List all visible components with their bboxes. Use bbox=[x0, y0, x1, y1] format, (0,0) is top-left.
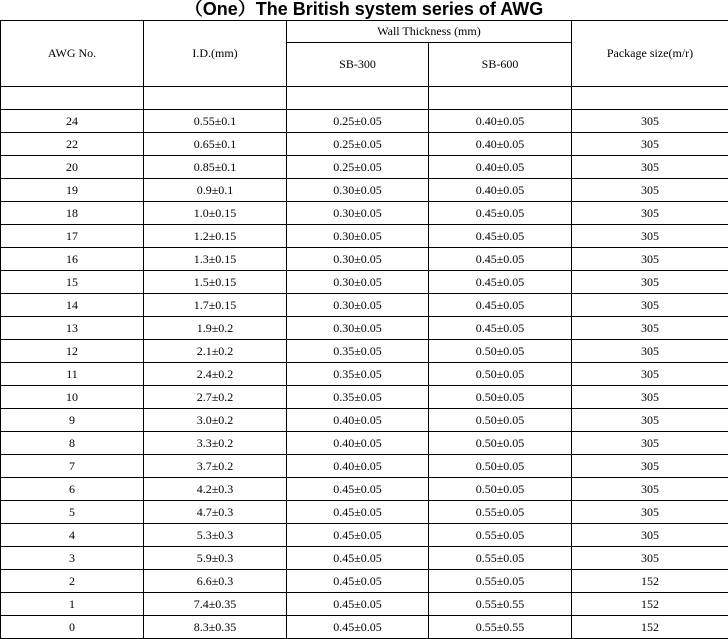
table-body bbox=[1, 87, 728, 639]
table-row bbox=[1, 271, 728, 294]
id-cell: 0.65±0.1 bbox=[144, 133, 287, 156]
table-row bbox=[1, 593, 728, 616]
package-size-cell: 305 bbox=[572, 501, 728, 524]
package-size-cell: 305 bbox=[572, 202, 728, 225]
package-size-cell: 305 bbox=[572, 317, 728, 340]
package-size-cell: 305 bbox=[572, 386, 728, 409]
table-row bbox=[1, 225, 728, 248]
sb-600-cell: 0.40±0.05 bbox=[429, 133, 572, 156]
sb-600-cell: 0.50±0.05 bbox=[429, 386, 572, 409]
id-cell: 1.7±0.15 bbox=[144, 294, 287, 317]
header-sb-600: SB-600 bbox=[429, 43, 572, 87]
id-cell: 4.7±0.3 bbox=[144, 501, 287, 524]
awg-no-cell: 5 bbox=[1, 501, 144, 524]
id-cell: 1.3±0.15 bbox=[144, 248, 287, 271]
package-size-cell: 305 bbox=[572, 156, 728, 179]
sb-300-cell: 0.30±0.05 bbox=[287, 294, 429, 317]
sb-300-cell: 0.25±0.05 bbox=[287, 133, 429, 156]
awg-no-cell: 3 bbox=[1, 547, 144, 570]
spacer-cell bbox=[572, 87, 728, 110]
table-row bbox=[1, 616, 728, 639]
sb-300-cell: 0.30±0.05 bbox=[287, 248, 429, 271]
sb-600-cell: 0.45±0.05 bbox=[429, 294, 572, 317]
sb-300-cell: 0.25±0.05 bbox=[287, 110, 429, 133]
id-cell: 2.7±0.2 bbox=[144, 386, 287, 409]
table-row bbox=[1, 156, 728, 179]
id-cell: 0.55±0.1 bbox=[144, 110, 287, 133]
awg-no-cell: 10 bbox=[1, 386, 144, 409]
table-row bbox=[1, 524, 728, 547]
sb-600-cell: 0.50±0.05 bbox=[429, 340, 572, 363]
table-row bbox=[1, 455, 728, 478]
package-size-cell: 305 bbox=[572, 409, 728, 432]
id-cell: 1.2±0.15 bbox=[144, 225, 287, 248]
package-size-cell: 305 bbox=[572, 363, 728, 386]
sb-300-cell: 0.40±0.05 bbox=[287, 455, 429, 478]
awg-no-cell: 22 bbox=[1, 133, 144, 156]
awg-no-cell: 13 bbox=[1, 317, 144, 340]
header-package-size: Package size(m/r) bbox=[572, 21, 728, 87]
id-cell: 3.7±0.2 bbox=[144, 455, 287, 478]
table-row bbox=[1, 570, 728, 593]
awg-no-cell: 1 bbox=[1, 593, 144, 616]
sb-300-cell: 0.45±0.05 bbox=[287, 593, 429, 616]
header-row bbox=[1, 21, 728, 43]
package-size-cell: 305 bbox=[572, 110, 728, 133]
header-sb-300: SB-300 bbox=[287, 43, 429, 87]
awg-table bbox=[0, 20, 728, 639]
awg-no-cell: 9 bbox=[1, 409, 144, 432]
awg-no-cell: 2 bbox=[1, 570, 144, 593]
sb-600-cell: 0.55±0.05 bbox=[429, 524, 572, 547]
id-cell: 0.85±0.1 bbox=[144, 156, 287, 179]
sb-300-cell: 0.30±0.05 bbox=[287, 225, 429, 248]
sb-300-cell: 0.40±0.05 bbox=[287, 409, 429, 432]
sb-300-cell: 0.45±0.05 bbox=[287, 501, 429, 524]
table-row bbox=[1, 133, 728, 156]
sb-300-cell: 0.45±0.05 bbox=[287, 524, 429, 547]
table-row bbox=[1, 110, 728, 133]
sb-300-cell: 0.35±0.05 bbox=[287, 386, 429, 409]
id-cell: 8.3±0.35 bbox=[144, 616, 287, 639]
package-size-cell: 305 bbox=[572, 455, 728, 478]
awg-no-cell: 18 bbox=[1, 202, 144, 225]
package-size-cell: 305 bbox=[572, 478, 728, 501]
id-cell: 2.1±0.2 bbox=[144, 340, 287, 363]
table-row bbox=[1, 317, 728, 340]
id-cell: 6.6±0.3 bbox=[144, 570, 287, 593]
sb-600-cell: 0.50±0.05 bbox=[429, 409, 572, 432]
header-wall-thickness: Wall Thickness (mm) bbox=[287, 21, 572, 43]
awg-no-cell: 24 bbox=[1, 110, 144, 133]
id-cell: 3.3±0.2 bbox=[144, 432, 287, 455]
table-row bbox=[1, 409, 728, 432]
sb-600-cell: 0.55±0.55 bbox=[429, 593, 572, 616]
package-size-cell: 305 bbox=[572, 179, 728, 202]
sb-300-cell: 0.30±0.05 bbox=[287, 179, 429, 202]
awg-no-cell: 20 bbox=[1, 156, 144, 179]
id-cell: 1.5±0.15 bbox=[144, 271, 287, 294]
awg-no-cell: 19 bbox=[1, 179, 144, 202]
table-row bbox=[1, 363, 728, 386]
awg-no-cell: 12 bbox=[1, 340, 144, 363]
sb-600-cell: 0.45±0.05 bbox=[429, 317, 572, 340]
table-row bbox=[1, 202, 728, 225]
spacer-cell bbox=[144, 87, 287, 110]
package-size-cell: 305 bbox=[572, 432, 728, 455]
package-size-cell: 305 bbox=[572, 248, 728, 271]
awg-no-cell: 14 bbox=[1, 294, 144, 317]
table-row bbox=[1, 340, 728, 363]
package-size-cell: 305 bbox=[572, 524, 728, 547]
sb-600-cell: 0.50±0.05 bbox=[429, 363, 572, 386]
awg-no-cell: 6 bbox=[1, 478, 144, 501]
page-title: （One）The British system series of AWG bbox=[0, 0, 728, 20]
sb-300-cell: 0.35±0.05 bbox=[287, 340, 429, 363]
id-cell: 2.4±0.2 bbox=[144, 363, 287, 386]
awg-no-cell: 15 bbox=[1, 271, 144, 294]
package-size-cell: 305 bbox=[572, 547, 728, 570]
sb-300-cell: 0.30±0.05 bbox=[287, 202, 429, 225]
spacer-cell bbox=[429, 87, 572, 110]
id-cell: 1.0±0.15 bbox=[144, 202, 287, 225]
sb-300-cell: 0.45±0.05 bbox=[287, 547, 429, 570]
id-cell: 5.3±0.3 bbox=[144, 524, 287, 547]
awg-no-cell: 16 bbox=[1, 248, 144, 271]
awg-no-cell: 4 bbox=[1, 524, 144, 547]
sb-300-cell: 0.30±0.05 bbox=[287, 271, 429, 294]
package-size-cell: 152 bbox=[572, 570, 728, 593]
awg-no-cell: 11 bbox=[1, 363, 144, 386]
header-id: I.D.(mm) bbox=[144, 21, 287, 87]
sb-600-cell: 0.45±0.05 bbox=[429, 202, 572, 225]
awg-no-cell: 0 bbox=[1, 616, 144, 639]
sb-600-cell: 0.40±0.05 bbox=[429, 156, 572, 179]
sb-300-cell: 0.25±0.05 bbox=[287, 156, 429, 179]
id-cell: 7.4±0.35 bbox=[144, 593, 287, 616]
sb-600-cell: 0.50±0.05 bbox=[429, 455, 572, 478]
id-cell: 4.2±0.3 bbox=[144, 478, 287, 501]
awg-no-cell: 17 bbox=[1, 225, 144, 248]
id-cell: 5.9±0.3 bbox=[144, 547, 287, 570]
sb-300-cell: 0.35±0.05 bbox=[287, 363, 429, 386]
awg-no-cell: 8 bbox=[1, 432, 144, 455]
header-awg-no: AWG No. bbox=[1, 21, 144, 87]
sb-600-cell: 0.55±0.05 bbox=[429, 501, 572, 524]
sb-600-cell: 0.45±0.05 bbox=[429, 225, 572, 248]
package-size-cell: 305 bbox=[572, 271, 728, 294]
sb-300-cell: 0.40±0.05 bbox=[287, 432, 429, 455]
package-size-cell: 305 bbox=[572, 340, 728, 363]
id-cell: 1.9±0.2 bbox=[144, 317, 287, 340]
table-row bbox=[1, 547, 728, 570]
awg-no-cell: 7 bbox=[1, 455, 144, 478]
table-row bbox=[1, 248, 728, 271]
sb-300-cell: 0.45±0.05 bbox=[287, 478, 429, 501]
sb-600-cell: 0.55±0.55 bbox=[429, 616, 572, 639]
package-size-cell: 305 bbox=[572, 225, 728, 248]
table-row bbox=[1, 386, 728, 409]
package-size-cell: 305 bbox=[572, 133, 728, 156]
table-row bbox=[1, 432, 728, 455]
sb-600-cell: 0.55±0.05 bbox=[429, 547, 572, 570]
sb-300-cell: 0.45±0.05 bbox=[287, 570, 429, 593]
id-cell: 0.9±0.1 bbox=[144, 179, 287, 202]
sb-600-cell: 0.40±0.05 bbox=[429, 179, 572, 202]
sb-600-cell: 0.40±0.05 bbox=[429, 110, 572, 133]
sb-300-cell: 0.45±0.05 bbox=[287, 616, 429, 639]
package-size-cell: 305 bbox=[572, 294, 728, 317]
spacer-cell bbox=[287, 87, 429, 110]
sb-300-cell: 0.30±0.05 bbox=[287, 317, 429, 340]
package-size-cell: 152 bbox=[572, 593, 728, 616]
sb-600-cell: 0.55±0.05 bbox=[429, 570, 572, 593]
sb-600-cell: 0.50±0.05 bbox=[429, 432, 572, 455]
spacer-cell bbox=[1, 87, 144, 110]
sb-600-cell: 0.50±0.05 bbox=[429, 478, 572, 501]
table-row bbox=[1, 294, 728, 317]
spacer-row bbox=[1, 87, 728, 110]
sb-600-cell: 0.45±0.05 bbox=[429, 271, 572, 294]
table-row bbox=[1, 179, 728, 202]
sb-600-cell: 0.45±0.05 bbox=[429, 248, 572, 271]
package-size-cell: 152 bbox=[572, 616, 728, 639]
table-row bbox=[1, 478, 728, 501]
table-row bbox=[1, 501, 728, 524]
id-cell: 3.0±0.2 bbox=[144, 409, 287, 432]
